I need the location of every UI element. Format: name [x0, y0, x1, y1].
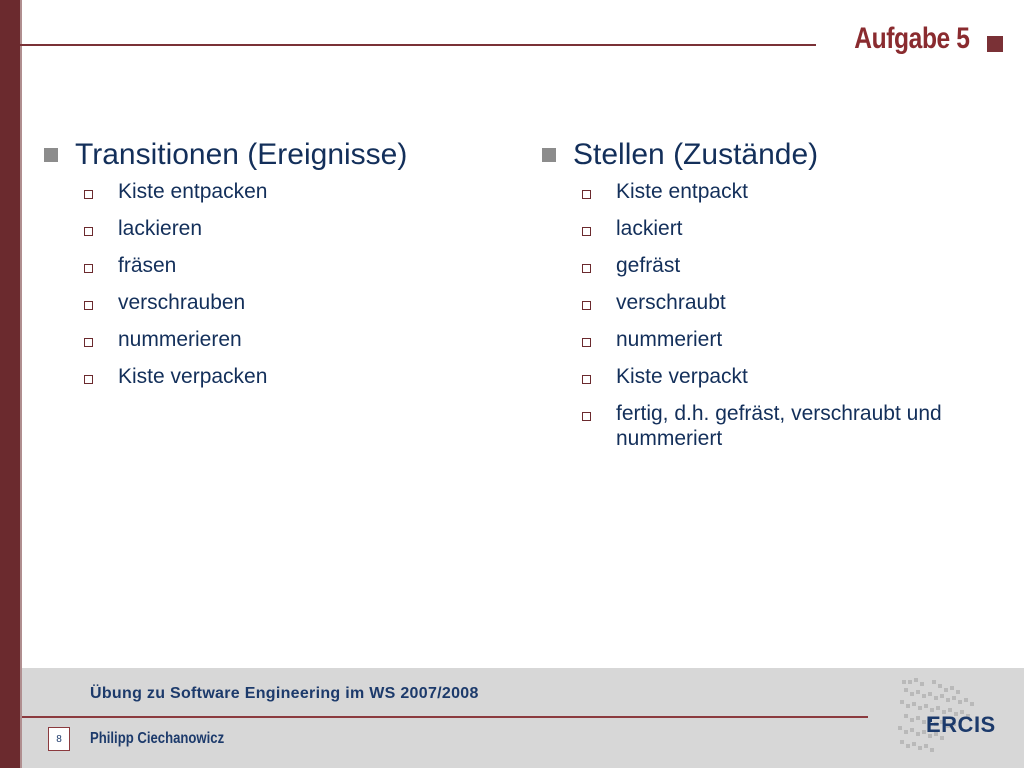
hollow-square-bullet-icon	[84, 227, 93, 236]
hollow-square-bullet-icon	[582, 375, 591, 384]
places-heading-row	[542, 138, 982, 172]
list-item	[84, 216, 504, 241]
list-item-text: Kiste verpackt	[616, 365, 748, 388]
footer-course-title: Übung zu Software Engineering im WS 2007/2008	[90, 685, 479, 702]
places-list	[542, 179, 982, 451]
list-item	[84, 179, 504, 204]
page-number: 8	[48, 727, 70, 751]
transitions-heading: Transitionen (Ereignisse)	[75, 138, 408, 171]
list-item-text: lackiert	[616, 217, 683, 240]
hollow-square-bullet-icon	[84, 375, 93, 384]
title-divider	[20, 44, 816, 46]
list-item-text: nummerieren	[118, 328, 242, 351]
transitions-column	[44, 138, 504, 401]
hollow-square-bullet-icon	[84, 301, 93, 310]
list-item-text: lackieren	[118, 217, 203, 240]
hollow-square-bullet-icon	[582, 264, 591, 273]
footer-divider	[22, 716, 868, 718]
list-item-text: Kiste entpacken	[118, 180, 268, 203]
left-accent-bar-edge	[20, 0, 22, 768]
hollow-square-bullet-icon	[582, 338, 591, 347]
transitions-heading-row	[44, 138, 504, 172]
hollow-square-bullet-icon	[84, 264, 93, 273]
square-bullet-icon	[542, 148, 556, 162]
list-item-text: fertig, d.h. gefräst, verschraubt und nummeriert	[616, 402, 942, 450]
hollow-square-bullet-icon	[582, 412, 591, 421]
list-item	[84, 327, 504, 352]
list-item-text: Kiste verpacken	[118, 365, 268, 388]
hollow-square-bullet-icon	[84, 190, 93, 199]
hollow-square-bullet-icon	[582, 301, 591, 310]
list-item	[582, 290, 982, 315]
list-item-text: nummeriert	[616, 328, 723, 351]
hollow-square-bullet-icon	[582, 227, 591, 236]
hollow-square-bullet-icon	[582, 190, 591, 199]
list-item-text: fräsen	[118, 254, 177, 277]
title-square-icon	[987, 36, 1003, 52]
left-accent-bar	[0, 0, 20, 768]
list-item	[582, 364, 982, 389]
list-item-text: verschrauben	[118, 291, 246, 314]
list-item	[582, 253, 982, 278]
list-item	[84, 290, 504, 315]
list-item-text: Kiste entpackt	[616, 180, 748, 203]
ercis-logo-text: ERCIS	[926, 712, 996, 737]
list-item-text: gefräst	[616, 254, 681, 277]
list-item	[84, 364, 504, 389]
square-bullet-icon	[44, 148, 58, 162]
list-item	[582, 401, 962, 451]
list-item-text: verschraubt	[616, 291, 726, 314]
footer-author: Philipp Ciechanowicz	[90, 730, 225, 747]
list-item	[582, 327, 982, 352]
hollow-square-bullet-icon	[84, 338, 93, 347]
list-item	[582, 179, 982, 204]
slide-title: Aufgabe 5	[854, 22, 970, 55]
list-item	[582, 216, 982, 241]
transitions-list	[44, 179, 504, 389]
list-item	[84, 253, 504, 278]
places-column	[542, 138, 982, 463]
places-heading: Stellen (Zustände)	[573, 138, 819, 171]
footer	[22, 668, 1024, 768]
